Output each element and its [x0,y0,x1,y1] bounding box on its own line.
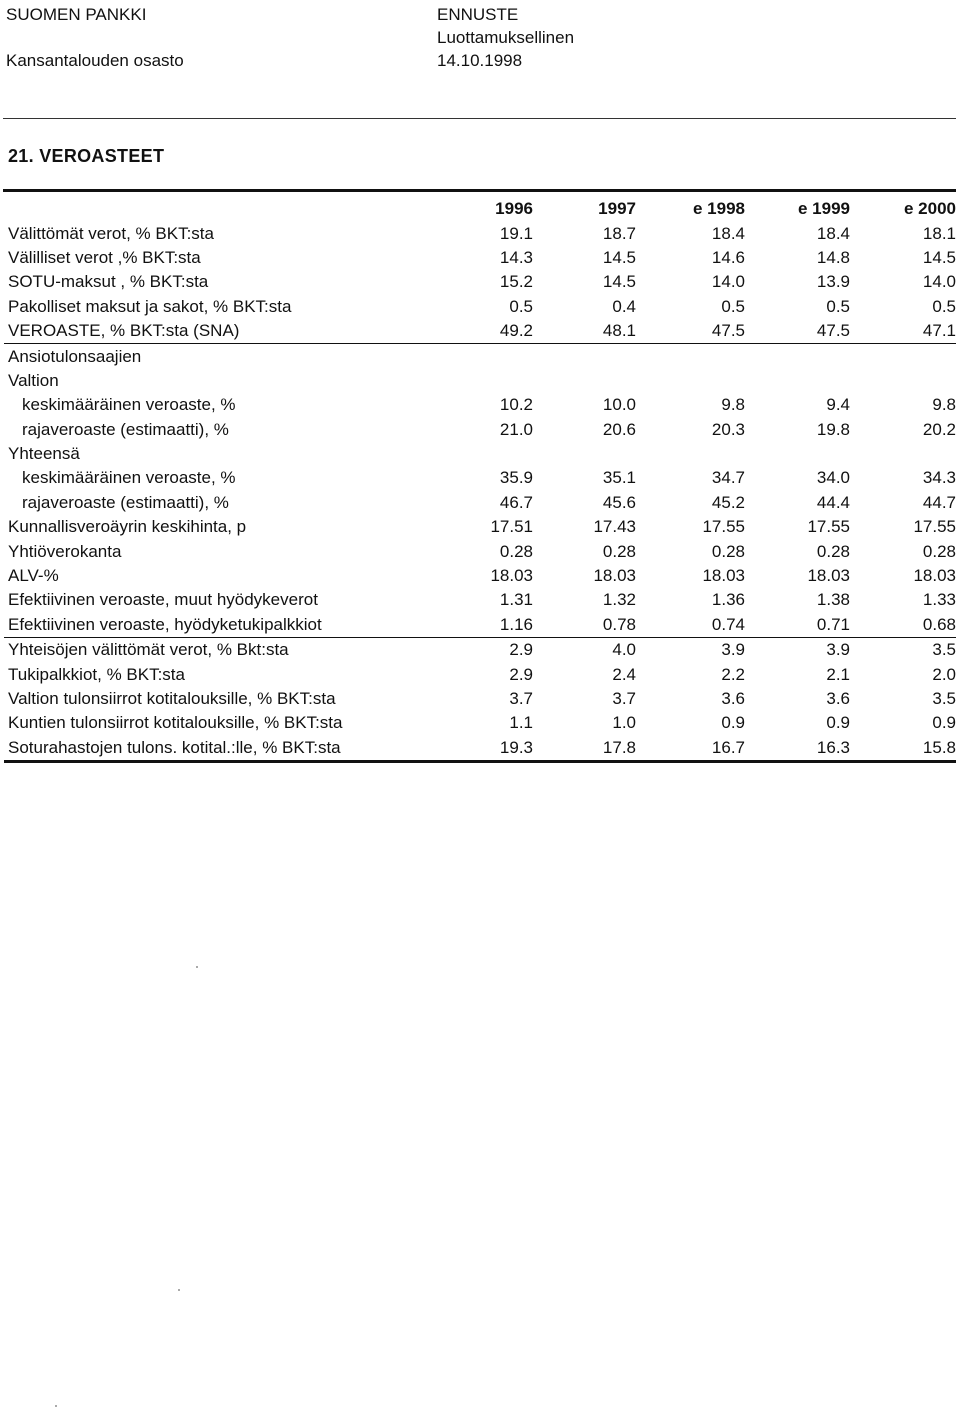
value-cell: 18.03 [593,566,636,586]
value-cell: 18.03 [913,566,956,586]
value-cell: 18.7 [602,223,636,243]
value-cell [636,369,745,393]
value-cell: 0.4 [612,296,636,316]
table-row [4,687,956,711]
value-cell: 34.0 [816,468,850,488]
column-header: e 1999 [798,199,850,219]
value-cell: 20.6 [602,419,636,439]
row-label: Yhteisöjen välittömät verot, % Bkt:sta [8,640,289,660]
table-row [4,539,956,563]
value-cell: 9.8 [721,395,745,415]
column-header: 1997 [598,199,636,219]
row-label: Yhteensä [8,444,80,464]
value-cell: 1.36 [711,590,745,610]
value-cell: 14.5 [602,272,636,292]
value-cell: 19.3 [444,736,533,762]
value-cell: 2.2 [721,664,745,684]
value-cell: 3.5 [932,640,956,660]
row-label: keskimääräinen veroaste, % [22,395,236,415]
value-cell: 19.8 [816,419,850,439]
row-label: Välittömät verot, % BKT:sta [8,223,214,243]
department: Kansantalouden osasto [6,51,184,70]
value-cell: 1.1 [509,713,533,733]
value-cell: 17.43 [593,517,636,537]
value-cell: 1.32 [602,590,636,610]
value-cell: 1.31 [499,590,533,610]
classification: Luottamuksellinen [437,28,575,47]
value-cell: 47.1 [850,319,956,344]
row-label: Soturahastojen tulons. kotital.:lle, % BKT:sta [4,736,444,762]
value-cell: 0.28 [602,541,636,561]
value-cell: 10.2 [499,395,533,415]
value-cell: 0.5 [509,296,533,316]
value-cell: 0.9 [932,713,956,733]
table-row [4,369,956,393]
row-label: rajaveroaste (estimaatti), % [22,492,229,512]
value-cell: 2.4 [612,664,636,684]
table-row [4,393,956,417]
value-cell: 18.1 [922,223,956,243]
table-row [4,270,956,294]
value-cell: 16.7 [636,736,745,762]
value-cell [636,442,745,466]
value-cell: 47.5 [745,319,850,344]
value-cell: 19.1 [499,223,533,243]
tax-rates-table [4,197,956,763]
row-label: Efektiivinen veroaste, hyödyketukipalkkiot [4,613,444,638]
value-cell: 14.6 [711,247,745,267]
value-cell: 3.5 [932,689,956,708]
value-cell [533,442,636,466]
row-label: Pakolliset maksut ja sakot, % BKT:sta [8,296,292,316]
value-cell: 35.1 [602,468,636,488]
value-cell: 9.8 [932,395,956,415]
value-cell: 1.33 [922,590,956,610]
value-cell: 34.3 [922,468,956,488]
value-cell: 2.0 [932,664,956,684]
value-cell: 10.0 [602,395,636,415]
value-cell: 35.9 [499,468,533,488]
value-cell: 18.03 [702,566,745,586]
doc-date: 14.10.1998 [437,51,523,70]
value-cell: 3.9 [826,640,850,660]
value-cell [850,369,956,393]
scan-speck [178,1289,180,1291]
table-row [4,638,956,663]
value-cell: 45.2 [711,492,745,512]
value-cell: 47.5 [636,319,745,344]
value-cell: 14.0 [922,272,956,292]
table-row [4,319,956,344]
value-cell: 17.55 [807,517,850,537]
table-row [4,246,956,270]
value-cell: 17.8 [533,736,636,762]
value-cell [444,369,533,393]
value-cell: 17.55 [702,517,745,537]
value-cell: 2.9 [509,664,533,684]
value-cell: 14.5 [922,247,956,267]
value-cell [533,344,636,369]
value-cell: 0.78 [533,613,636,638]
value-cell: 0.28 [711,541,745,561]
value-cell [745,442,850,466]
row-label: Valtion tulonsiirrot kotitalouksille, % BKT:sta [8,689,336,708]
value-cell: 2.1 [826,664,850,684]
value-cell: 46.7 [499,492,533,512]
row-label: Välilliset verot ,% BKT:sta [8,247,201,267]
value-cell: 15.2 [499,272,533,292]
value-cell: 0.71 [745,613,850,638]
table-header-row [4,197,956,221]
value-cell: 3.6 [721,689,745,708]
row-label: Kuntien tulonsiirrot kotitalouksille, % BKT:sta [8,713,343,733]
value-cell: 15.8 [850,736,956,762]
org-name: SUOMEN PANKKI [6,5,147,24]
column-header: e 2000 [904,199,956,219]
value-cell: 48.1 [533,319,636,344]
value-cell: 1.16 [444,613,533,638]
value-cell: 18.4 [816,223,850,243]
value-cell: 49.2 [444,319,533,344]
value-cell: 18.03 [490,566,533,586]
value-cell: 1.0 [612,713,636,733]
header-label-cell [4,197,444,221]
value-cell: 16.3 [745,736,850,762]
value-cell: 14.0 [711,272,745,292]
value-cell: 0.74 [636,613,745,638]
value-cell: 14.3 [499,247,533,267]
value-cell: 2.9 [509,640,533,660]
column-header: e 1998 [693,199,745,219]
table-title: 21. VEROASTEET [8,146,165,166]
value-cell: 0.68 [850,613,956,638]
row-label: Kunnallisveroäyrin keskihinta, p [8,517,247,537]
value-cell: 4.0 [612,640,636,660]
row-label: ALV-% [8,566,59,586]
table-row [4,295,956,319]
value-cell [444,344,533,369]
table-row [4,466,956,490]
table-row [4,613,956,638]
value-cell: 9.4 [826,395,850,415]
row-label: Valtion [8,370,59,390]
value-cell: 18.03 [807,566,850,586]
row-label: SOTU-maksut , % BKT:sta [8,272,209,292]
value-cell: 20.2 [922,419,956,439]
scan-speck [196,966,198,968]
value-cell: 0.9 [826,713,850,733]
row-label: Yhtiöverokanta [8,541,122,561]
row-label: keskimääräinen veroaste, % [22,468,236,488]
value-cell [745,369,850,393]
value-cell: 0.28 [922,541,956,561]
table-row [4,418,956,442]
value-cell: 14.5 [602,247,636,267]
value-cell [850,344,956,369]
scan-speck [55,1405,57,1407]
value-cell: 44.7 [922,492,956,512]
value-cell: 0.5 [721,296,745,316]
table-row [4,711,956,735]
value-cell: 17.55 [913,517,956,537]
value-cell [444,442,533,466]
value-cell: 44.4 [816,492,850,512]
value-cell: 0.5 [826,296,850,316]
row-label: Ansiotulonsaajien [8,346,142,366]
table-row [4,491,956,515]
table-row [4,588,956,612]
header-divider [3,118,956,119]
value-cell: 20.3 [711,419,745,439]
value-cell [850,442,956,466]
value-cell: 0.9 [721,713,745,733]
table-top-rule [3,189,956,192]
value-cell: 3.7 [509,689,533,708]
table-row [4,442,956,466]
value-cell: 45.6 [602,492,636,512]
table-row [4,221,956,245]
value-cell: 3.6 [826,689,850,708]
row-label: VEROASTE, % BKT:sta (SNA) [4,319,444,344]
value-cell [636,344,745,369]
row-label: rajaveroaste (estimaatti), % [22,419,229,439]
value-cell: 0.5 [932,296,956,316]
table-row [4,515,956,539]
table-row [4,662,956,686]
value-cell: 21.0 [499,419,533,439]
table-row [4,344,956,369]
value-cell: 14.8 [816,247,850,267]
row-label: Efektiivinen veroaste, muut hyödykeverot [8,590,318,610]
value-cell: 0.28 [816,541,850,561]
value-cell: 17.51 [490,517,533,537]
value-cell: 1.38 [816,590,850,610]
column-header: 1996 [495,199,533,219]
value-cell: 13.9 [816,272,850,292]
value-cell [745,344,850,369]
value-cell: 3.9 [721,640,745,660]
value-cell: 18.4 [711,223,745,243]
table-row [4,564,956,588]
value-cell [533,369,636,393]
table-row [4,736,956,762]
value-cell: 3.7 [612,689,636,708]
doc-type: ENNUSTE [437,5,519,24]
row-label: Tukipalkkiot, % BKT:sta [8,664,185,684]
value-cell: 34.7 [711,468,745,488]
value-cell: 0.28 [499,541,533,561]
